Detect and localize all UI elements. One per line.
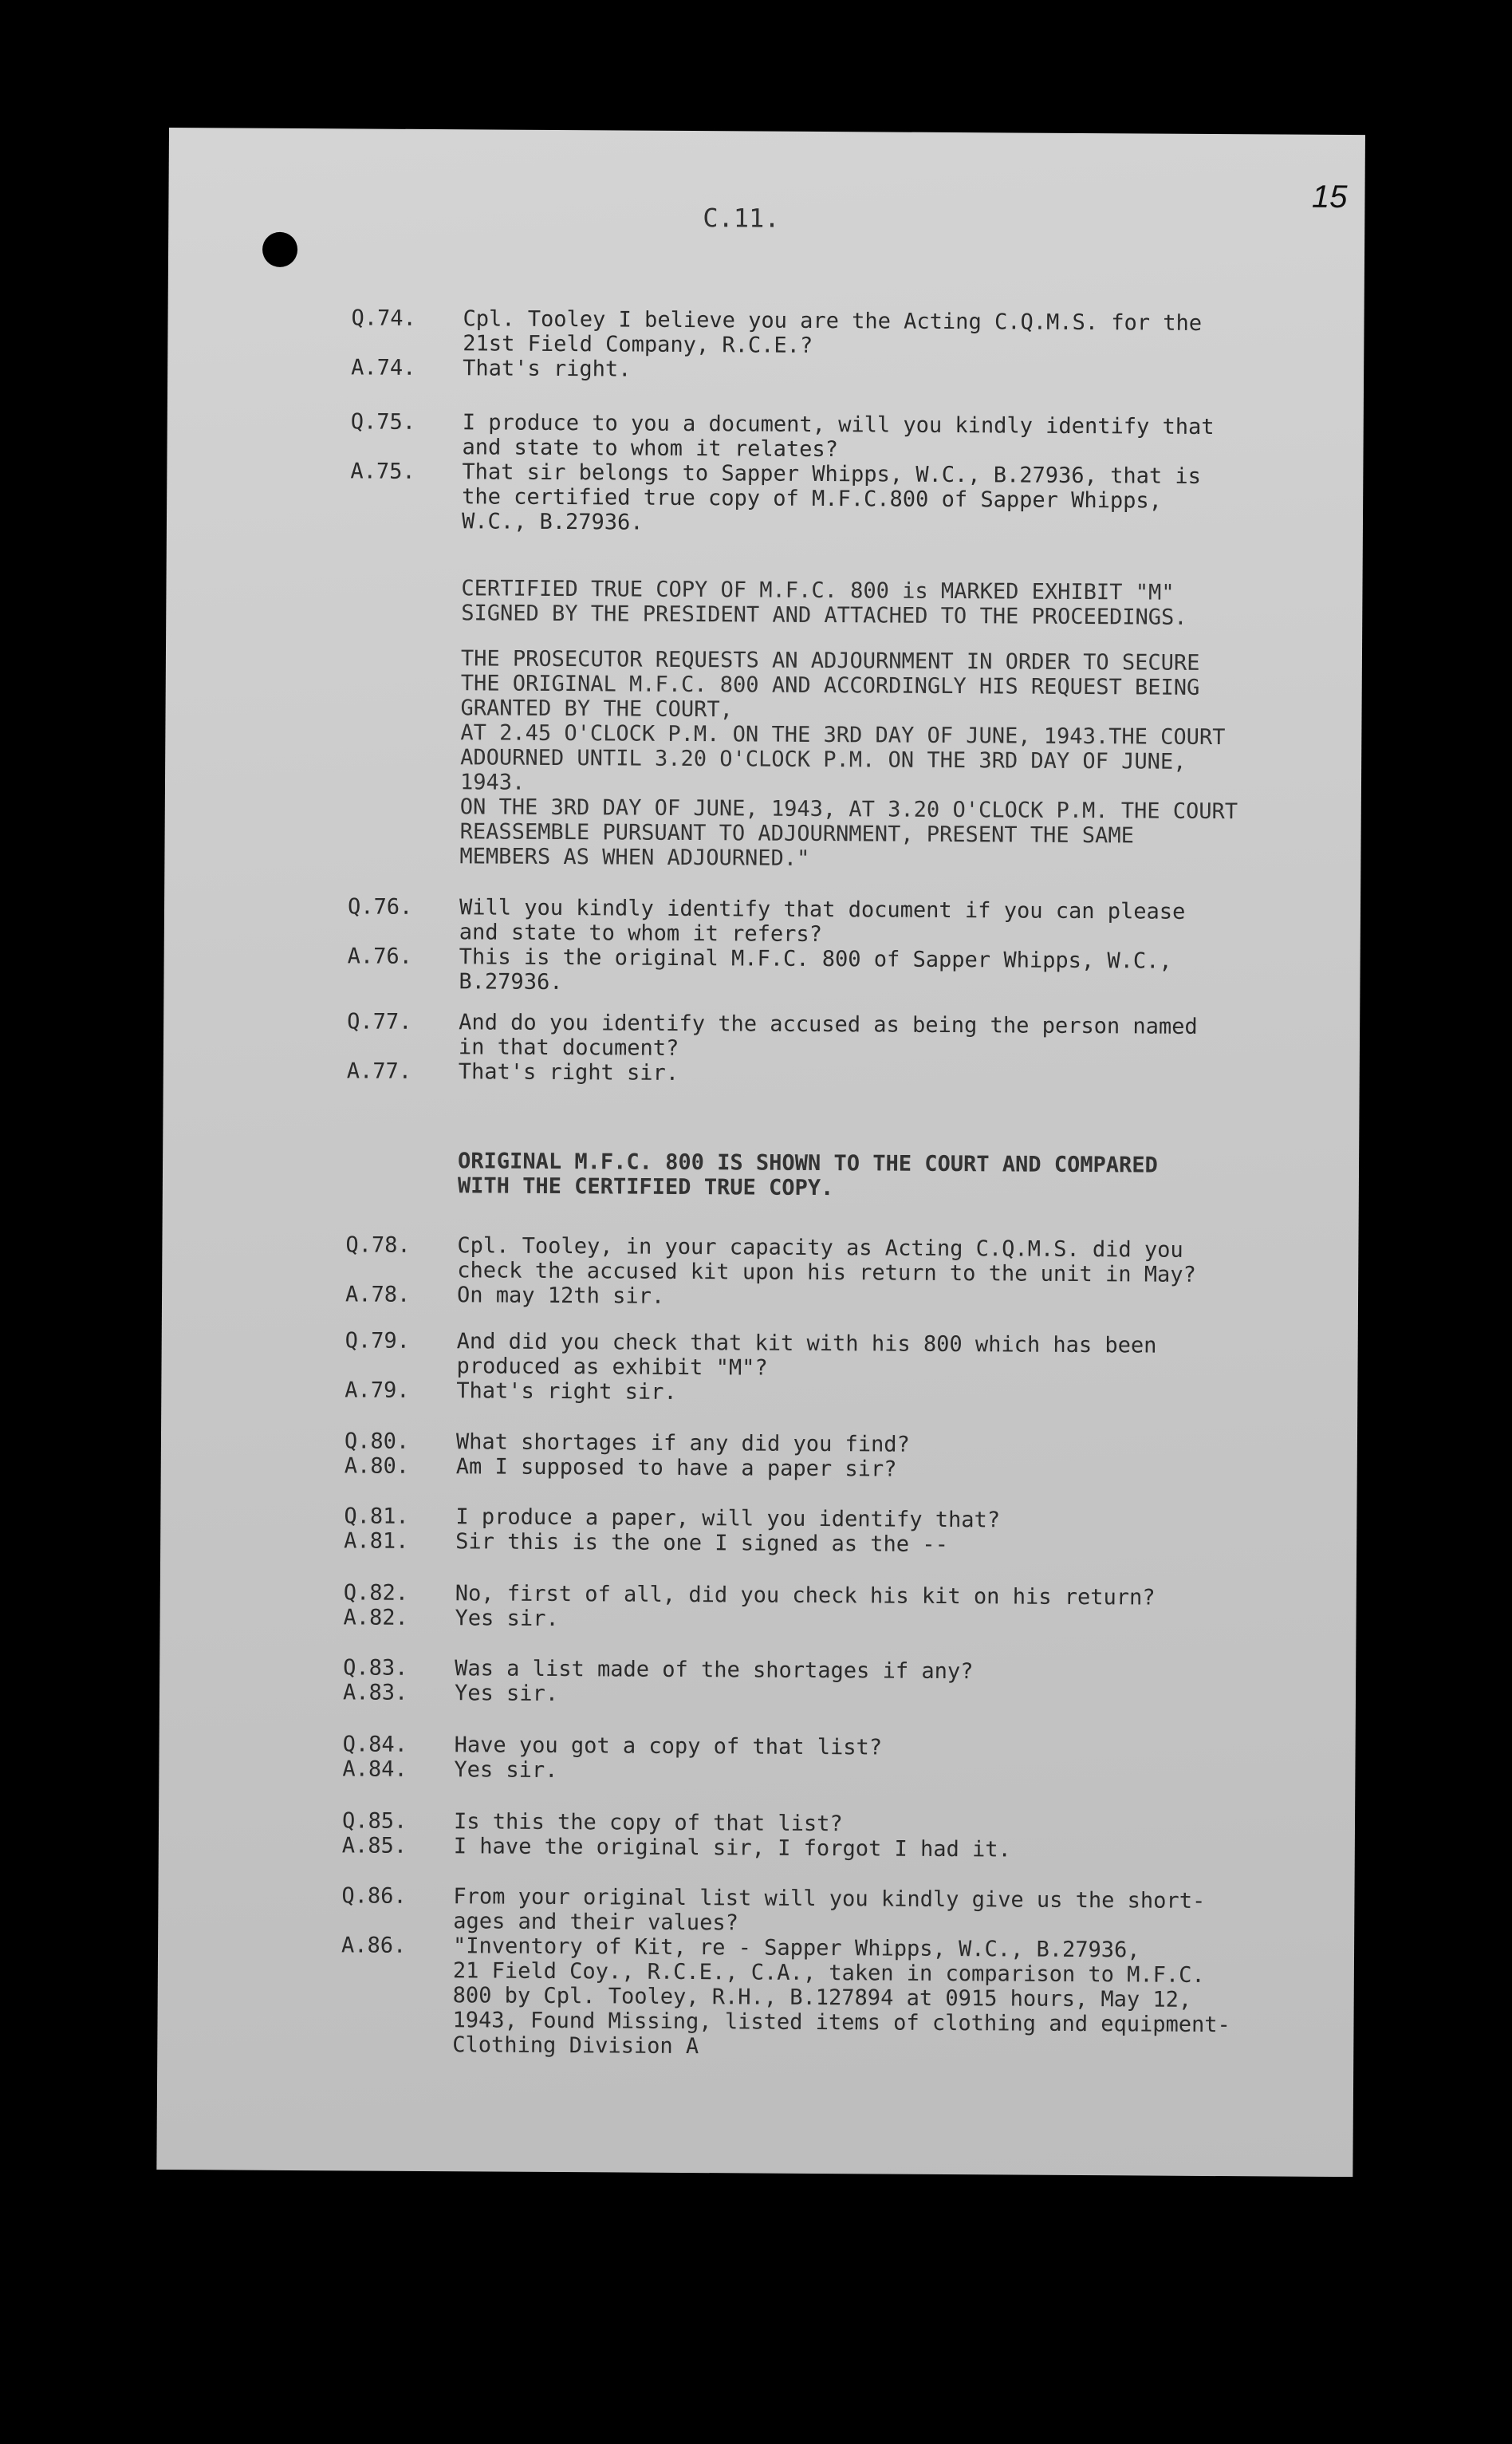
question-label: Q.75. <box>350 409 416 435</box>
qa-block-80 <box>345 1429 1293 1484</box>
qa-block-75 <box>350 409 1300 538</box>
folio-number: 15 <box>1311 179 1348 215</box>
answer-text: That's right. <box>463 356 632 382</box>
qa-block-74 <box>351 306 1301 385</box>
question-text: Cpl. Tooley, in your capacity as Acting C.Q.M.S. did you check the accused kit upon his return to the unit in May? <box>457 1233 1196 1287</box>
answer-label: A.77. <box>346 1058 412 1084</box>
qa-block-86 <box>341 1883 1322 2063</box>
answer-label: A.85. <box>341 1833 408 1859</box>
answer-text: Am I supposed to have a paper sir? <box>455 1454 897 1482</box>
qa-block-77 <box>347 1009 1297 1089</box>
note-exhibit-m: CERTIFIED TRUE COPY OF M.F.C. 800 is MARKED EXHIBIT "M" SIGNED BY THE PRESIDENT AND ATTACHED TO THE PROCEEDINGS. <box>461 576 1187 630</box>
question-text: And did you check that kit with his 800 which has been produced as exhibit "M"? <box>456 1329 1157 1381</box>
qa-block-76 <box>347 894 1297 999</box>
answer-label: A.86. <box>341 1933 407 1958</box>
question-text: What shortages if any did you find? <box>455 1429 910 1457</box>
qa-block-79 <box>345 1328 1294 1408</box>
question-label: Q.76. <box>347 894 413 920</box>
answer-text: Yes sir. <box>454 1757 558 1784</box>
answer-text: "Inventory of Kit, re - Sapper Whipps, W.C., B.27936, 21 Field Coy., R.C.E., C.A., taken in comparison to M.F.C. 800 by Cpl. Tooley, R.H., B.127894 at 0915 hours, May 12, 1943, Found Missing, listed items of clothing and equipment- Clothing Division A <box>452 1934 1230 2060</box>
question-label: Q.86. <box>341 1883 407 1909</box>
transcript-body <box>156 128 1365 2177</box>
question-label: Q.82. <box>343 1580 409 1606</box>
answer-text: Yes sir. <box>455 1606 559 1632</box>
answer-text: Yes sir. <box>454 1681 559 1707</box>
qa-block-78 <box>345 1232 1295 1312</box>
question-label: Q.80. <box>344 1429 410 1454</box>
qa-block-84 <box>342 1732 1291 1787</box>
question-label: Q.83. <box>343 1655 408 1681</box>
answer-label: A.80. <box>344 1453 410 1479</box>
answer-label: A.79. <box>345 1378 410 1403</box>
question-text: No, first of all, did you check his kit on his return? <box>455 1581 1156 1610</box>
answer-label: A.74. <box>351 355 416 380</box>
note-original-shown: ORIGINAL M.F.C. 800 IS SHOWN TO THE COURT AND COMPARED WITH THE CERTIFIED TRUE COPY. <box>457 1149 1158 1201</box>
qa-block-83 <box>343 1655 1292 1710</box>
answer-label: A.78. <box>345 1282 411 1307</box>
question-label: Q.85. <box>341 1808 408 1834</box>
document-page <box>156 128 1365 2177</box>
answer-label: A.76. <box>347 944 413 969</box>
question-text: Was a list made of the shortages if any? <box>455 1656 974 1685</box>
question-text: And do you identify the accused as being the person named in that document? <box>458 1010 1198 1061</box>
answer-text: Sir this is the one I signed as the -- <box>455 1529 948 1558</box>
qa-block-85 <box>342 1808 1291 1863</box>
page-number: C.11. <box>703 203 780 234</box>
question-text: From your original list will you kindly give us the short- ages and their values? <box>453 1884 1206 1936</box>
question-text: I produce to you a document, will you kindly identify that and state to whom it relates? <box>462 410 1215 463</box>
answer-label: A.83. <box>342 1680 408 1705</box>
note-adjournment: THE PROSECUTOR REQUESTS AN ADJOURNMENT IN ORDER TO SECURE THE ORIGINAL M.F.C. 800 AND ACCORDINGLY HIS REQUEST BEING GRANTED BY THE COURT, AT 2.45 O'CLOCK P.M. ON THE 3RD DAY OF JUNE, 1943.THE COURT ADOURNED UNTIL 3.20 O'CLOCK P.M. ON THE 3RD DAY OF JUNE, 1943. ON THE 3RD DAY OF JUNE, 1943, AT 3.20 O'CLOCK P.M. THE COURT REASSEMBLE PURSUANT TO ADJOURNMENT, PRESENT THE SAME MEMBERS AS WHEN ADJOURNED." <box>459 646 1238 871</box>
question-label: Q.84. <box>342 1732 408 1757</box>
answer-text: That's right sir. <box>456 1378 677 1405</box>
qa-block-81 <box>344 1504 1293 1559</box>
question-text: Will you kindly identify that document if you can please and state to whom it refers? <box>459 895 1186 948</box>
answer-label: A.81. <box>344 1528 409 1554</box>
answer-label: A.82. <box>343 1605 408 1630</box>
answer-text: That sir belongs to Sapper Whipps, W.C., B.27936, that is the certified true copy of M.F.C.800 of Sapper Whipps, W.C., B.27936. <box>461 459 1202 535</box>
question-label: Q.79. <box>345 1328 411 1354</box>
question-label: Q.78. <box>345 1232 411 1258</box>
question-text: Is this the copy of that list? <box>453 1809 843 1837</box>
answer-text: On may 12th sir. <box>456 1283 665 1309</box>
answer-label: A.75. <box>350 459 415 484</box>
qa-block-82 <box>343 1580 1292 1635</box>
question-label: Q.77. <box>347 1009 412 1035</box>
answer-label: A.84. <box>342 1756 408 1782</box>
question-label: Q.81. <box>344 1504 409 1529</box>
answer-text: That's right sir. <box>458 1059 679 1086</box>
answer-text: I have the original sir, I forgot I had it. <box>453 1834 1011 1863</box>
question-label: Q.74. <box>351 306 416 331</box>
question-text: Cpl. Tooley I believe you are the Acting C.Q.M.S. for the 21st Field Company, R.C.E.? <box>463 306 1203 358</box>
question-text: Have you got a copy of that list? <box>454 1732 883 1760</box>
question-text: I produce a paper, will you identify that? <box>455 1504 1001 1533</box>
answer-text: This is the original M.F.C. 800 of Sapper Whipps, W.C., B.27936. <box>459 944 1172 995</box>
